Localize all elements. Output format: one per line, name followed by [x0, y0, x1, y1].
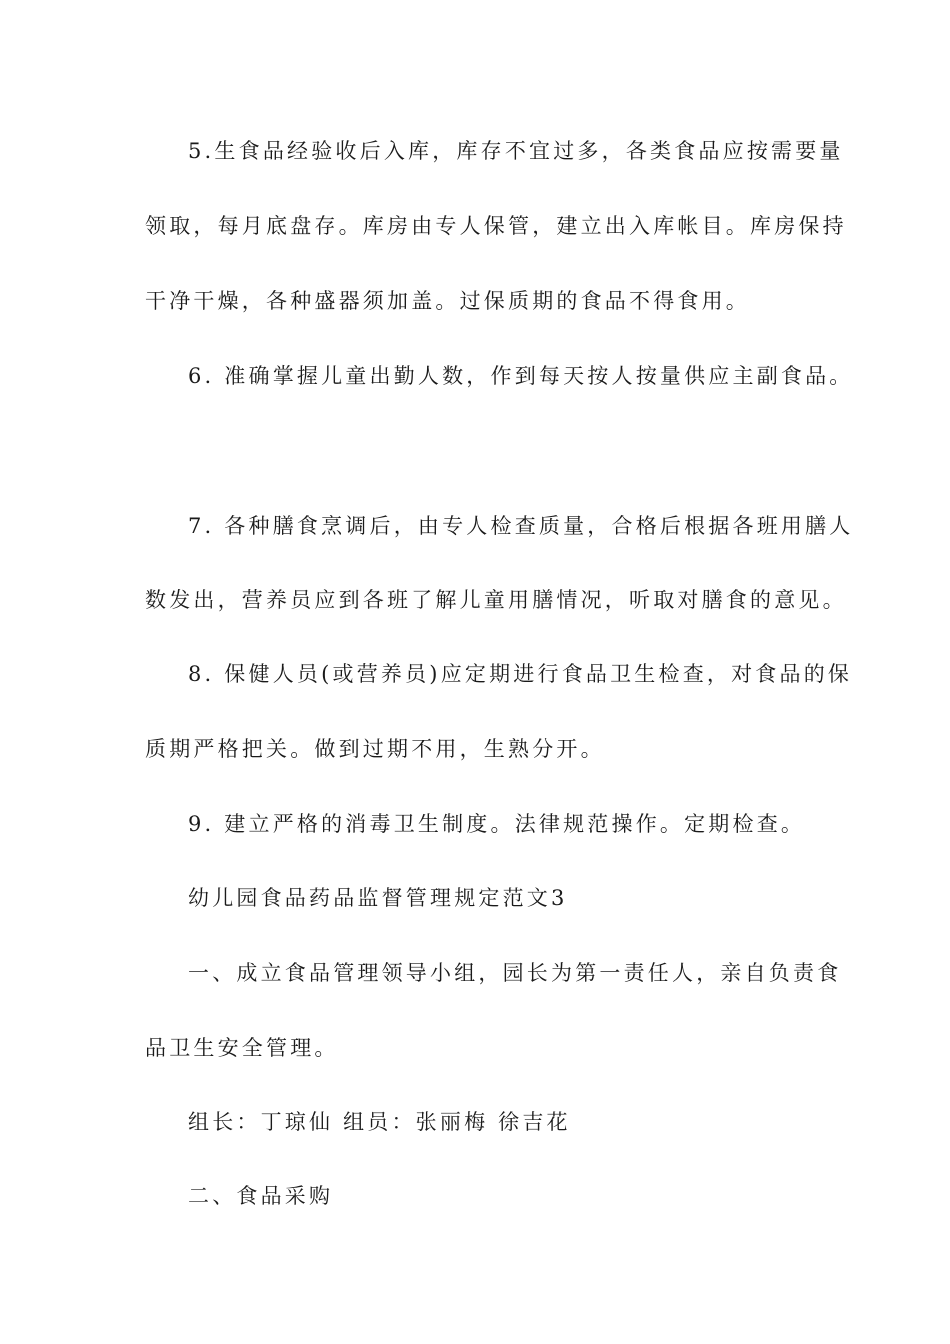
paragraph-9: 9. 建立严格的消毒卫生制度。法律规范操作。定期检查。 — [188, 812, 806, 836]
paragraph-5-line-3: 干净干燥，各种盛器须加盖。过保质期的食品不得食用。 — [145, 289, 750, 313]
paragraph-5-line-2: 领取，每月底盘存。库房由专人保管，建立出入库帐目。库房保持 — [145, 214, 847, 238]
paragraph-5-line-1: 5.生食品经验收后入库，库存不宜过多，各类食品应按需要量 — [188, 139, 844, 163]
item-1-line-2: 品卫生安全管理。 — [145, 1036, 339, 1060]
paragraph-6: 6. 准确掌握儿童出勤人数，作到每天按人按量供应主副食品。 — [188, 364, 854, 388]
paragraph-7-line-1: 7. 各种膳食烹调后，由专人检查质量，合格后根据各班用膳人 — [188, 514, 854, 538]
paragraph-8-line-1: 8. 保健人员(或营养员)应定期进行食品卫生检查，对食品的保 — [188, 662, 853, 686]
paragraph-7-line-2: 数发出，营养员应到各班了解儿童用膳情况，听取对膳食的意见。 — [145, 588, 847, 612]
section-heading: 幼儿园食品药品监督管理规定范文3 — [188, 886, 568, 910]
item-1-line-1: 一、成立食品管理领导小组，园长为第一责任人，亲自负责食 — [188, 961, 842, 985]
group-members: 组长：丁琼仙 组员：张丽梅 徐吉花 — [188, 1110, 571, 1134]
paragraph-8-line-2: 质期严格把关。做到过期不用，生熟分开。 — [145, 737, 605, 761]
item-2-heading: 二、食品采购 — [188, 1184, 334, 1208]
